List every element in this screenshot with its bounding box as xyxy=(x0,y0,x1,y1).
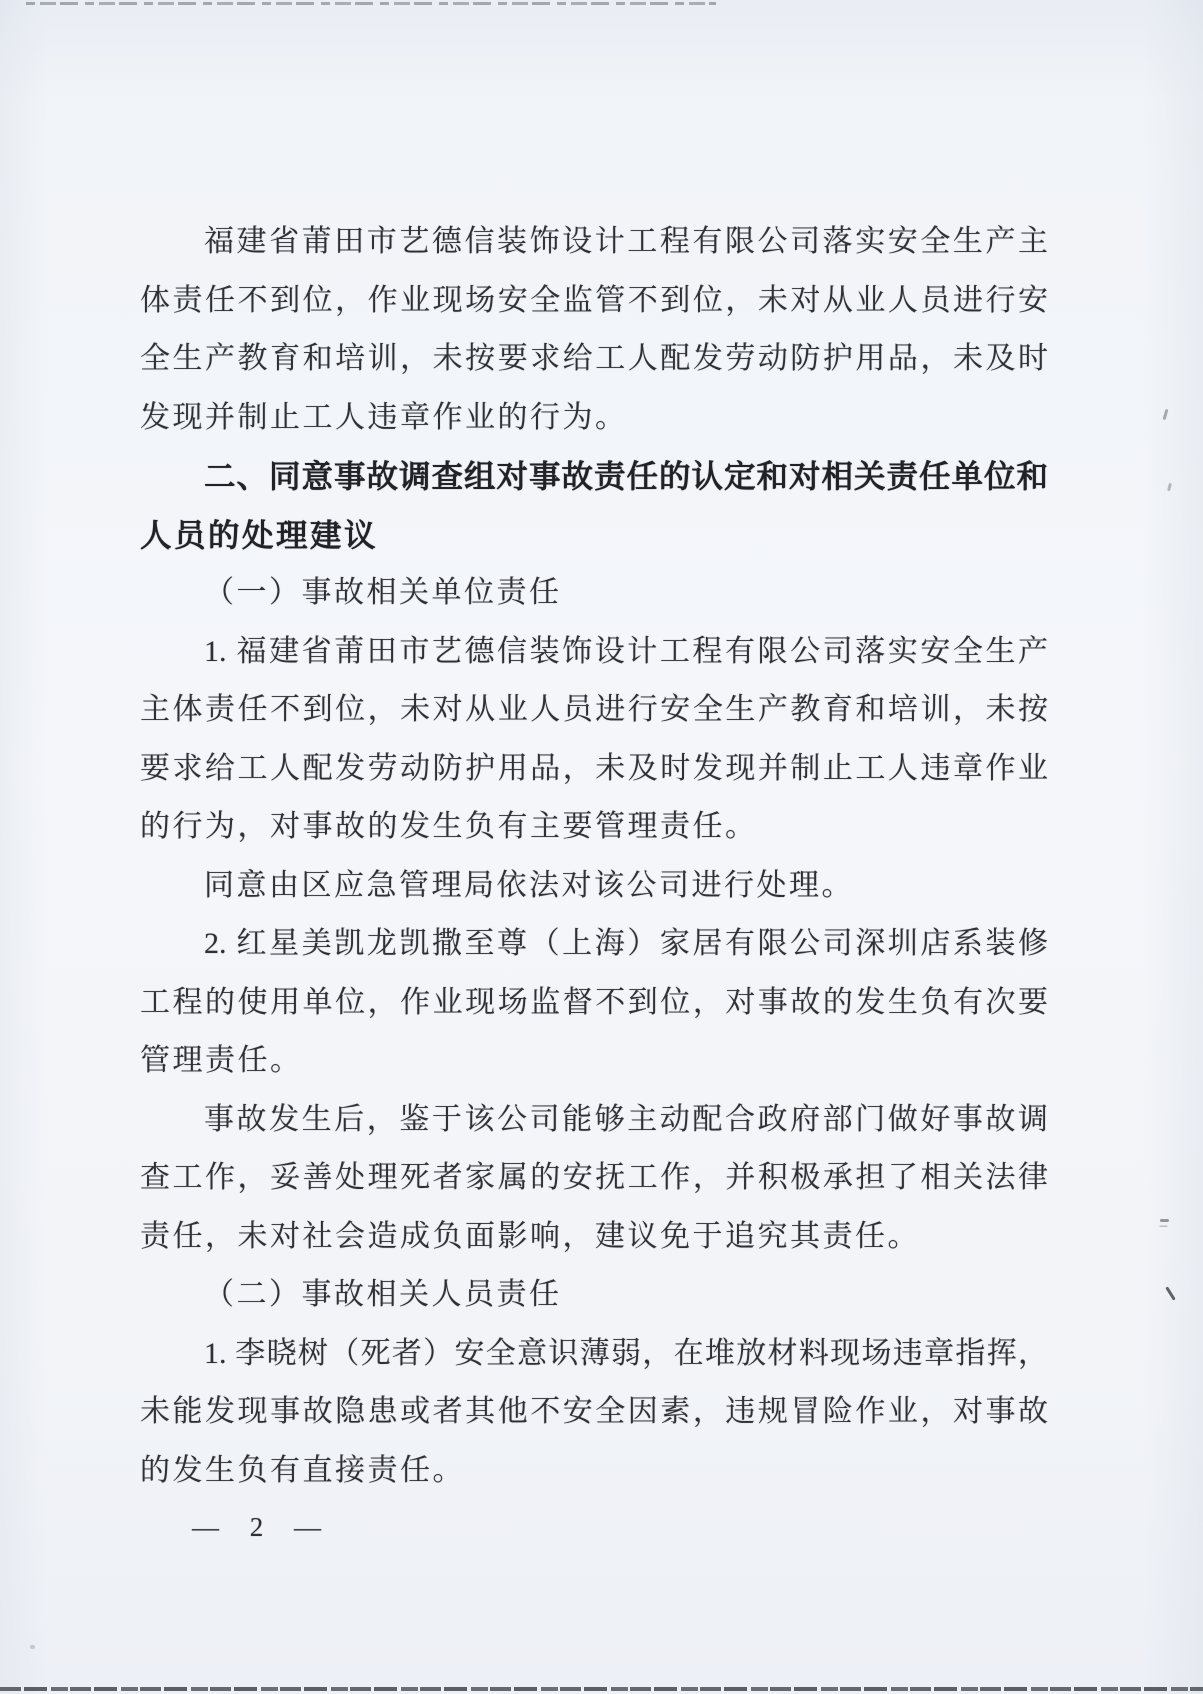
text-line: 工程的使用单位，作业现场监督不到位，对事故的发生负有次要 xyxy=(140,985,1048,1019)
text-line: 管理责任。 xyxy=(140,1044,303,1077)
text-line: 2. 红星美凯龙凯撒至尊（上海）家居有限公司深圳店系装修 xyxy=(204,927,1048,960)
text-line: 主体责任不到位，未对从业人员进行安全生产教育和培训，未按 xyxy=(140,693,1048,726)
heading-line: 二、同意事故调查组对事故责任的认定和对相关责任单位和 xyxy=(204,458,1048,494)
document-body xyxy=(140,213,1048,1500)
scan-artifact-bottom-edge xyxy=(0,1687,1203,1691)
page-number: — 2 — xyxy=(192,1512,332,1542)
scan-artifact-top-edge xyxy=(26,2,716,5)
text-line: 福建省莆田市艺德信装饰设计工程有限公司落实安全生产主 xyxy=(204,225,1048,258)
scan-speck-mark xyxy=(1165,1286,1175,1300)
text-line: 责任，未对社会造成负面影响，建议免于追究其责任。 xyxy=(140,1219,920,1253)
text-line: 的发生负有直接责任。 xyxy=(140,1453,465,1487)
text-line: 全生产教育和培训，未按要求给工人配发劳动防护用品，未及时 xyxy=(140,342,1048,375)
scan-speck-mark xyxy=(1167,483,1171,491)
text-line: 查工作，妥善处理死者家属的安抚工作，并积极承担了相关法律 xyxy=(140,1161,1048,1194)
text-line: 要求给工人配发劳动防护用品，未及时发现并制止工人违章作业 xyxy=(140,751,1048,785)
text-line: （二）事故相关人员责任 xyxy=(204,1278,562,1311)
text-line: 1. 福建省莆田市艺德信装饰设计工程有限公司落实安全生产 xyxy=(204,634,1048,668)
text-line: 同意由区应急管理局依法对该公司进行处理。 xyxy=(204,868,854,902)
scan-speck-mark xyxy=(1160,1219,1169,1222)
text-line: （一）事故相关单位责任 xyxy=(204,576,562,609)
text-line: 事故发生后，鉴于该公司能够主动配合政府部门做好事故调 xyxy=(204,1102,1048,1136)
text-line: 发现并制止工人违章作业的行为。 xyxy=(140,400,628,434)
scan-speck-mark xyxy=(1163,409,1169,420)
text-line: 未能发现事故隐患或者其他不安全因素，违规冒险作业，对事故 xyxy=(140,1395,1048,1428)
scan-speck-mark xyxy=(30,1645,35,1649)
heading-line: 人员的处理建议 xyxy=(140,516,379,553)
text-line: 的行为，对事故的发生负有主要管理责任。 xyxy=(140,810,758,843)
text-line: 体责任不到位，作业现场安全监管不到位，未对从业人员进行安 xyxy=(140,283,1048,317)
text-line: 1. 李晓树（死者）安全意识薄弱，在堆放材料现场违章指挥， xyxy=(204,1336,1048,1370)
